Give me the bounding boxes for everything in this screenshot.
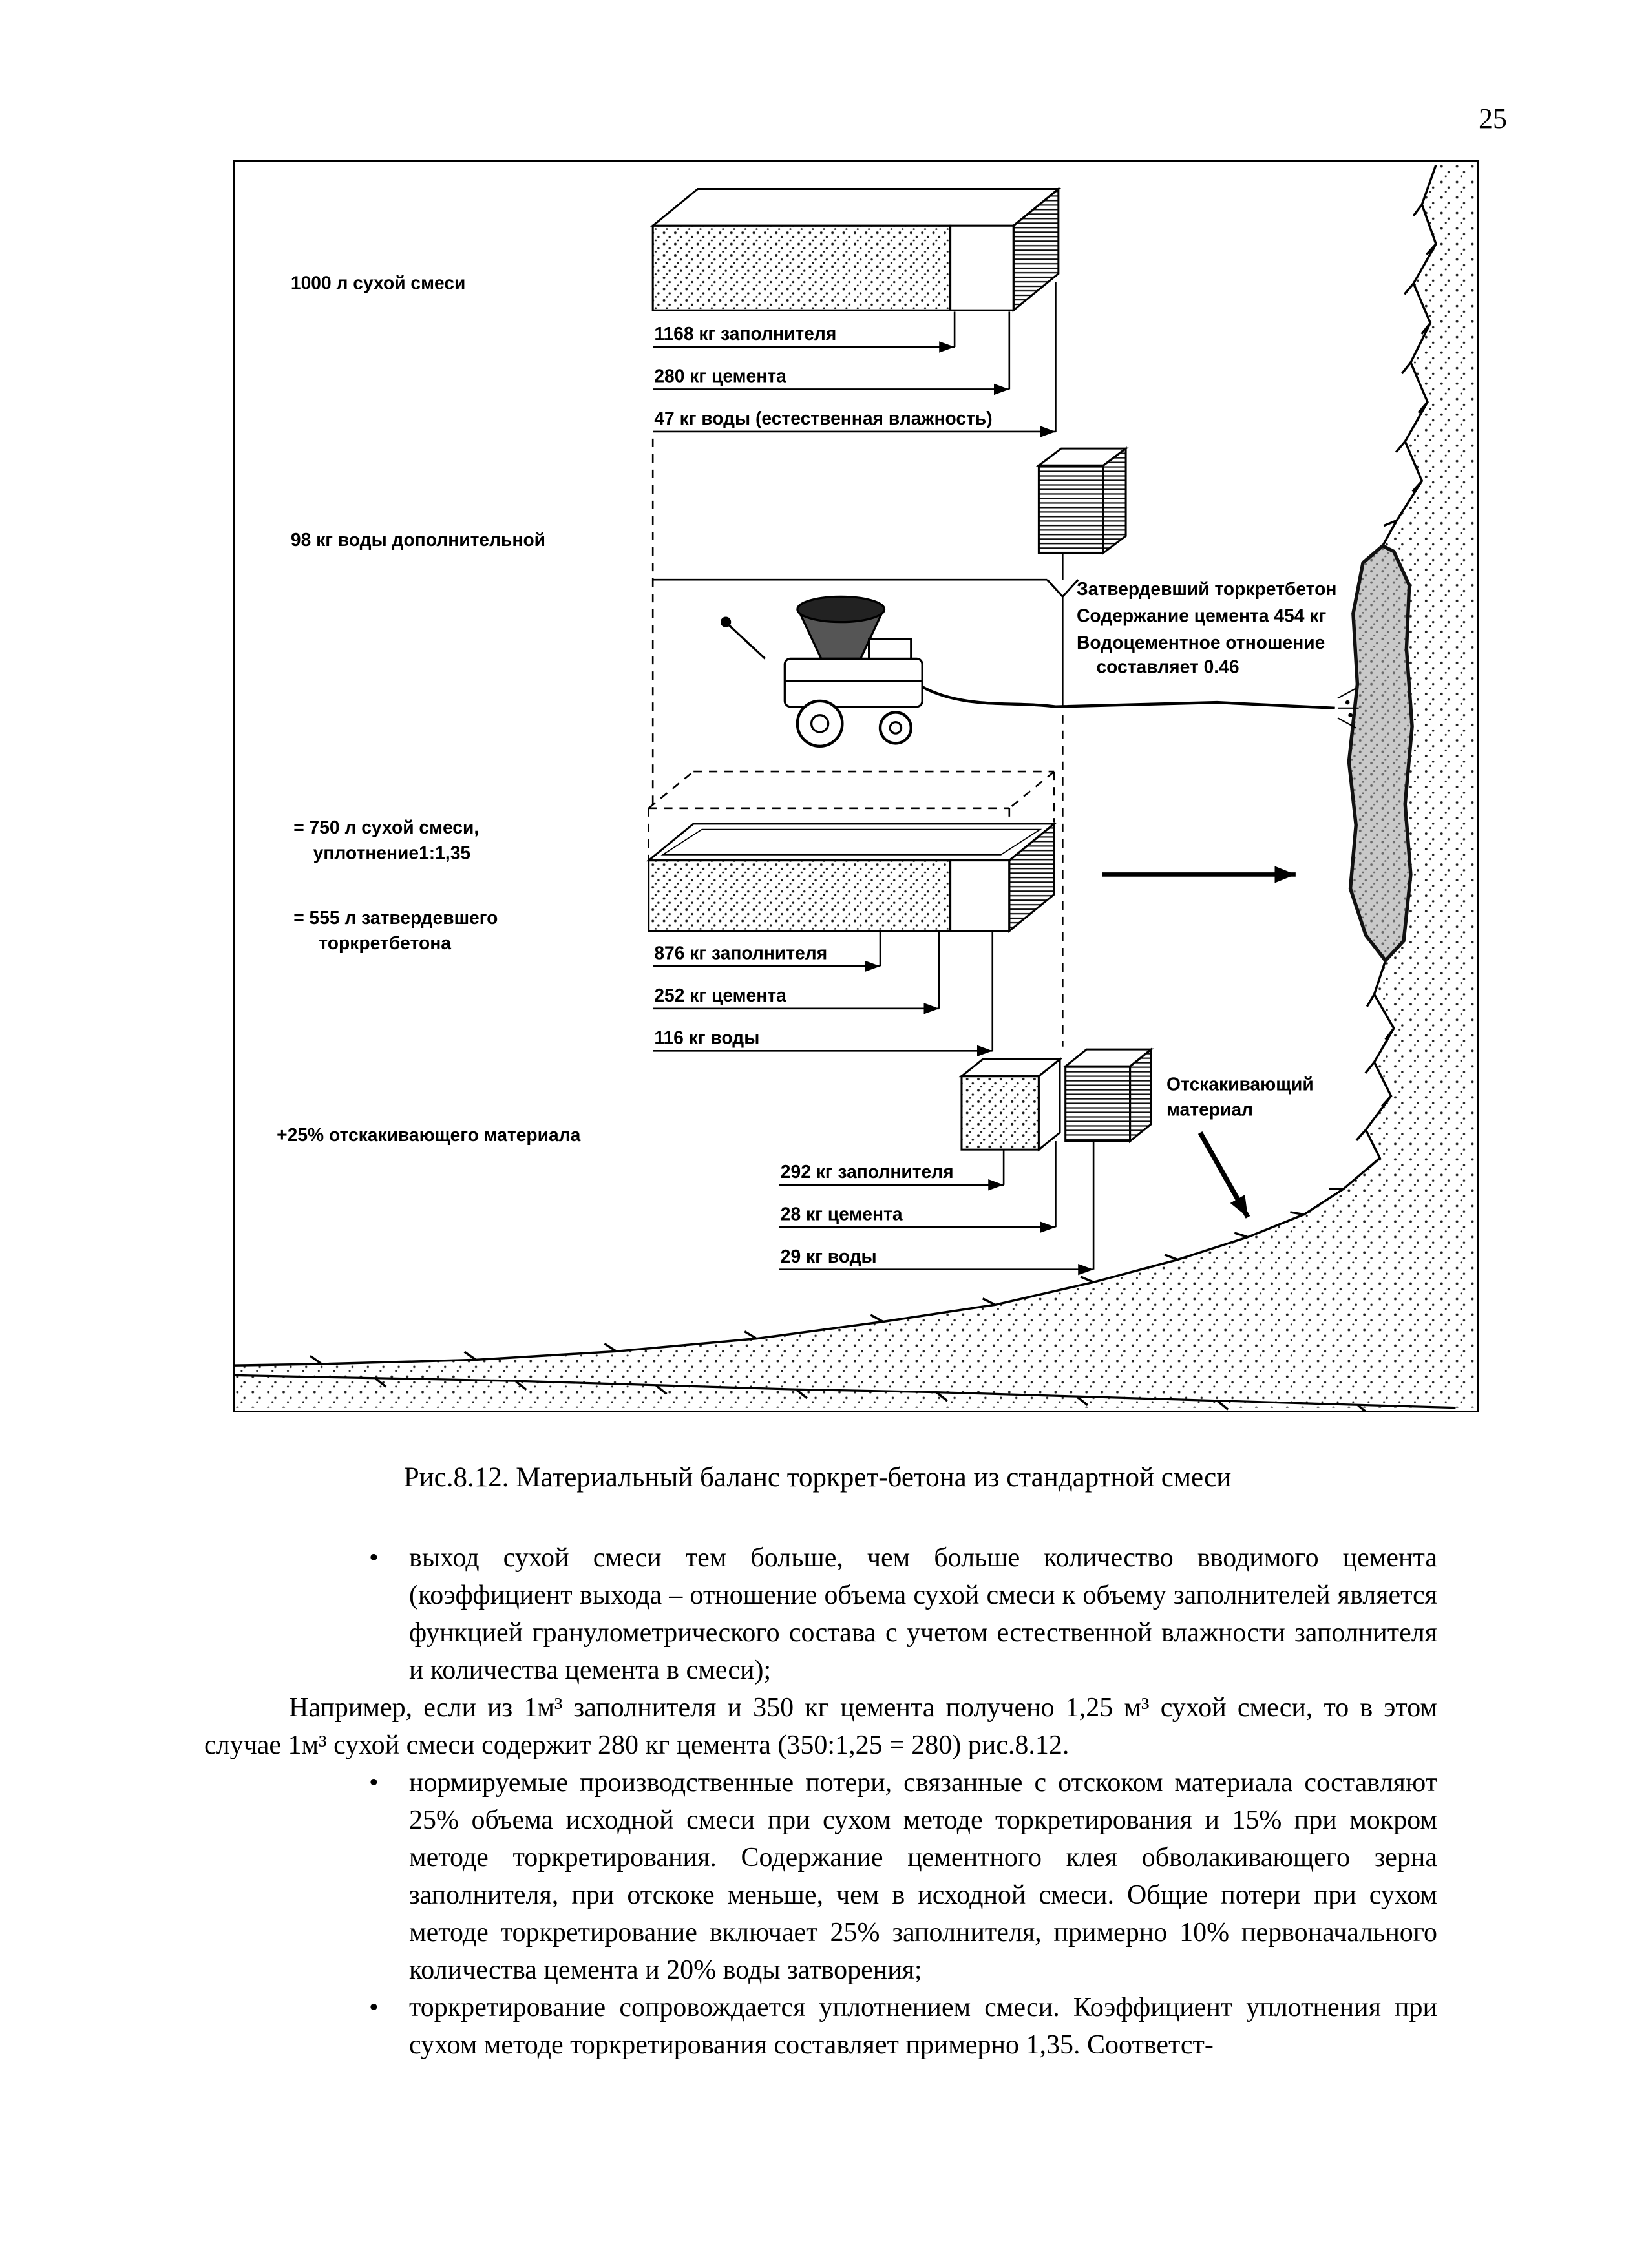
- bullet-3-text: торкретирование сопровождается уплотнением смеси. Коэффициент уплотнения при сухом методе торкретирования составляет примерно 1,35. Соответст-: [409, 1993, 1437, 2060]
- label-dry-mix-1000: 1000 л сухой смеси: [290, 272, 466, 293]
- rebound-boxes: [962, 1049, 1151, 1150]
- bullet-item-1: [369, 1539, 1437, 1689]
- figure-caption: Рис.8.12. Материальный баланс торкрет-бетона из стандартной смеси: [403, 1462, 1232, 1493]
- label-hardened-2: Содержание цемента 454 кг: [1077, 605, 1327, 626]
- label-aggregate-876: 876 кг заполнителя: [654, 942, 828, 963]
- label-vol-555-2: торкретбетона: [319, 932, 451, 954]
- label-vol-750-1: = 750 л сухой смеси,: [293, 817, 480, 838]
- material-balance-diagram: [235, 162, 1477, 1411]
- label-rebound-2: материал: [1166, 1098, 1253, 1120]
- label-water-29: 29 кг воды: [780, 1245, 877, 1266]
- bullet-mark: •: [369, 1768, 379, 1798]
- bullet-2-text: нормируемые производственные потери, связанные с отскоком материала составляют 25% объема исходной смеси при сухом методе торкретирования и 15% при мокром методе торкретирования. Содержание цементного клея обволакивающего зерна заполнителя, при отскоке меньше, чем в исходной смеси. Общие потери при сухом методе торкретирование включает 25% заполнителя, примерно 10% первоначального количества цемента и 20% воды затворения;: [409, 1768, 1437, 1985]
- bullet-item-3: [369, 1989, 1437, 2064]
- paragraph-example: Например, если из 1м³ заполнителя и 350 кг цемента получено 1,25 м³ сухой смеси, то в этом случае 1м³ сухой смеси содержит 280 кг цемента (350:1,25 = 280) рис.8.12.: [204, 1693, 1437, 1760]
- bullet-mark: •: [369, 1543, 379, 1573]
- label-hardened-4: составляет 0.46: [1096, 656, 1239, 677]
- dry-mix-1000-box: [653, 189, 1059, 310]
- shotcrete-layer: [1349, 546, 1412, 961]
- label-cement-28: 28 кг цемента: [780, 1203, 903, 1224]
- label-hardened-3: Водоцементное отношение: [1077, 632, 1325, 653]
- label-rebound-1: Отскакивающий: [1166, 1073, 1314, 1095]
- bullet-1-text: выход сухой смеси тем больше, чем больше количество вводимого цемента (коэффициент выхода – отношение объема сухой смеси к объему заполнителей является функцией гранулометрического состава с учетом естественной влажности заполнителя и количества цемента в смеси);: [409, 1543, 1437, 1685]
- bullet-item-2: [369, 1764, 1437, 1989]
- dry-mix-750-box: [649, 824, 1055, 931]
- label-cement-280: 280 кг цемента: [654, 365, 786, 386]
- label-water-116: 116 кг воды: [654, 1027, 760, 1048]
- label-rebound-25: +25% отскакивающего материала: [277, 1124, 581, 1146]
- label-water-47: 47 кг воды (естественная влажность): [654, 407, 993, 429]
- hose: [922, 687, 1334, 708]
- label-water-98: 98 кг воды дополнительной: [290, 529, 546, 550]
- body-text: [204, 1539, 1437, 2064]
- label-vol-750-2: уплотнение1:1,35: [313, 842, 471, 863]
- label-aggregate-1168: 1168 кг заполнителя: [654, 322, 837, 344]
- label-hardened-1: Затвердевший торкретбетон: [1077, 578, 1337, 600]
- rebound-arrow: [1200, 1133, 1248, 1217]
- label-vol-555-1: = 555 л затвердевшего: [293, 907, 498, 928]
- label-aggregate-292: 292 кг заполнителя: [780, 1160, 954, 1182]
- label-cement-252: 252 кг цемента: [654, 984, 786, 1005]
- bullet-mark: •: [369, 1993, 379, 2022]
- page-number: 25: [1479, 103, 1507, 134]
- water-98-box: [1039, 448, 1126, 553]
- figure-frame: [233, 160, 1479, 1412]
